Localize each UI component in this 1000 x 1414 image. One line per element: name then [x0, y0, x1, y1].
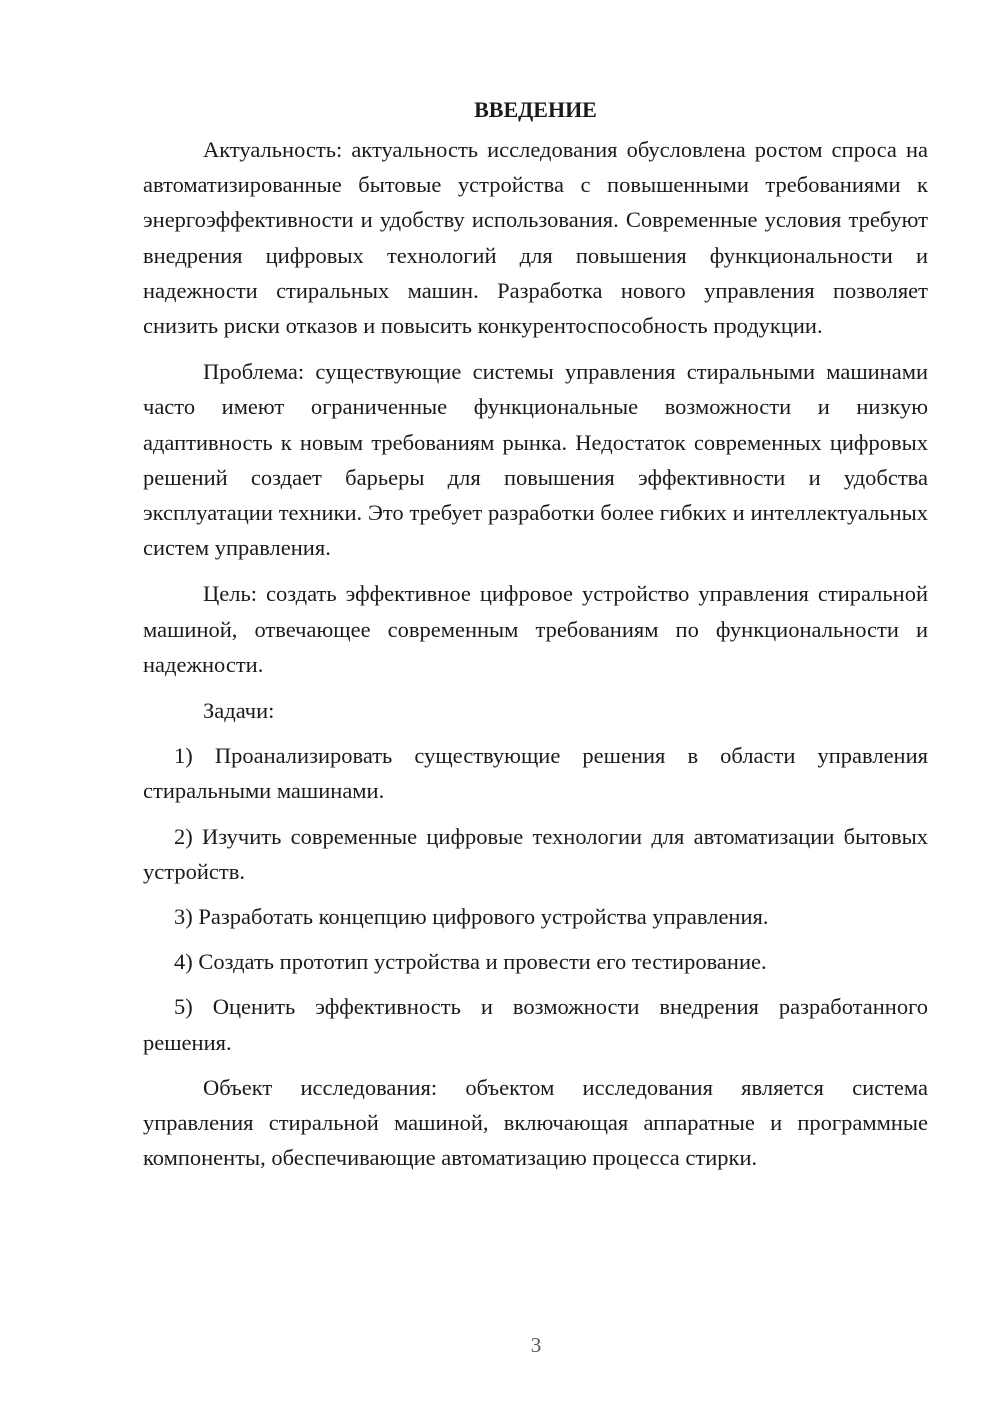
page-content: [143, 92, 928, 1186]
research-object-paragraph: Объект исследования: объектом исследования является система управления стиральной машиной, включающая аппаратные и программные компоненты, обеспечивающие автоматизацию процесса стирки.: [143, 1074, 928, 1171]
tasks-title: Задачи:: [203, 698, 275, 724]
task-item: 3) Разработать концепцию цифрового устройства управления.: [174, 904, 769, 930]
problem-paragraph: Проблема: существующие системы управления стиральными машинами часто имеют ограниченные функциональные возможности и низкую адаптивность к новым требованиям рынка. Недостаток современных цифровых решений создает барьеры для повышения эффективности и удобства эксплуатации техники. Это требует разработки более гибких и интеллектуальных систем управления.: [143, 359, 928, 561]
goal-paragraph: Цель: создать эффективное цифровое устройство управления стиральной машиной, отвечающее современным требованиям по функциональности и надежности.: [143, 581, 928, 677]
task-item: 5) Оценить эффективность и возможности внедрения разработанного решения.: [143, 994, 928, 1055]
task-item: 2) Изучить современные цифровые технологии для автоматизации бытовых устройств.: [143, 823, 928, 884]
task-item: 1) Проанализировать существующие решения в области управления стиральными машинами.: [143, 743, 928, 804]
page-number: 3: [530, 1333, 542, 1357]
relevance-paragraph: Актуальность: актуальность исследования обусловлена ростом спроса на автоматизированные бытовые устройства с повышенными требованиями к энергоэффективности и удобству использования. Современные условия требуют внедрения цифровых технологий для повышения функциональности и надежности стиральных машин. Разработка нового управления позволяет снизить риски отказов и повысить конкурентоспособность продукции.: [143, 137, 928, 339]
task-item: 4) Создать прототип устройства и провести его тестирование.: [174, 949, 767, 975]
section-heading: ВВЕДЕНИЕ: [474, 97, 597, 122]
